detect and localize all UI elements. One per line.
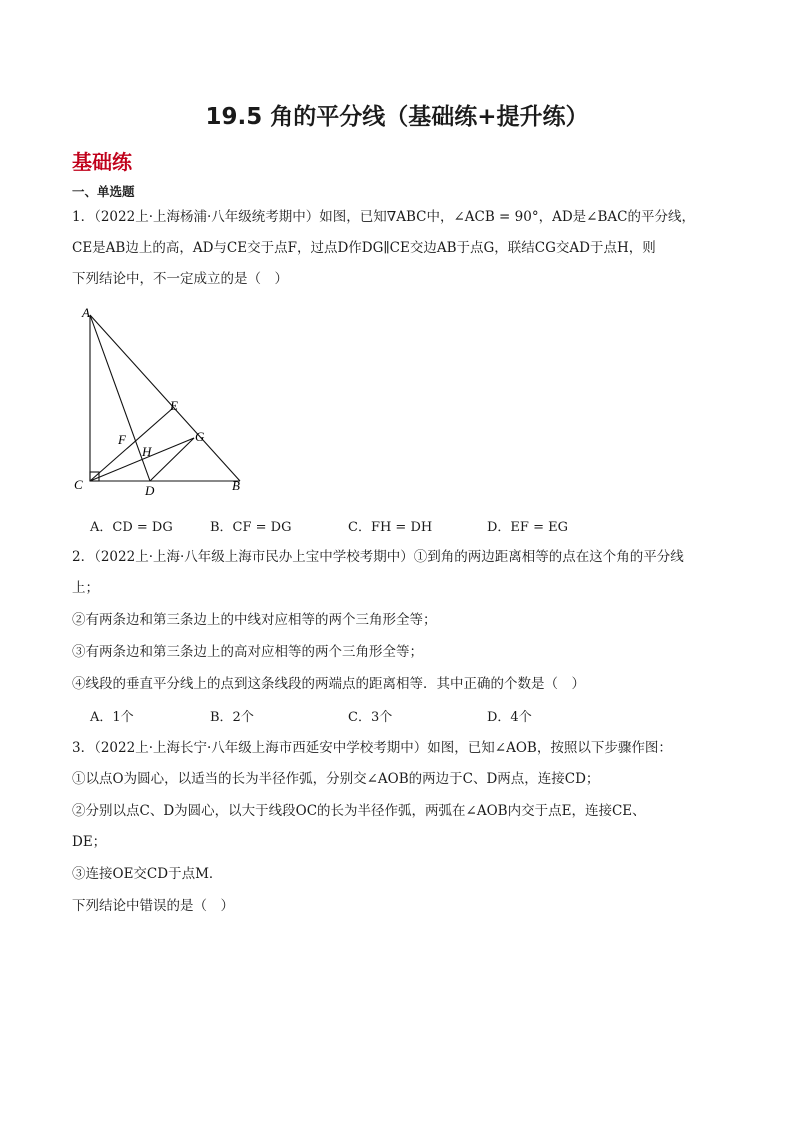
q3-line-1: 3．（2022上·上海长宁·八年级上海市西延安中学校考期中）如图，已知∠AOB，按照以下步骤作图： bbox=[72, 740, 672, 756]
subsection-heading: 一、单选题 bbox=[72, 184, 135, 199]
q3-line-4: DE； bbox=[72, 834, 107, 850]
q2-line-5: ④线段的垂直平分线上的点到这条线段的两端点的距离相等．其中正确的个数是（ ） bbox=[72, 676, 585, 692]
q1-option-d: D．EF = EG bbox=[487, 520, 568, 535]
q1-option-c: C．FH = DH bbox=[348, 520, 433, 535]
q3-line-3: ②分别以点C、D为圆心，以大于线段OC的长为半径作弧，两弧在∠AOB内交于点E，连接CE、 bbox=[72, 803, 646, 819]
q2-option-a: A．1个 bbox=[90, 710, 134, 725]
q2-line-4: ③有两条边和第三条边上的高对应相等的两个三角形全等； bbox=[72, 644, 423, 660]
page-title: 19.5 角的平分线（基础练+提升练） bbox=[205, 104, 589, 130]
figure-label-b: B bbox=[232, 478, 240, 493]
figure-label-a: A bbox=[82, 305, 90, 320]
section-heading: 基础练 bbox=[72, 150, 132, 174]
q2-option-b: B．2个 bbox=[210, 710, 254, 725]
q1-option-a: A．CD = DG bbox=[90, 520, 173, 535]
figure-label-e: E bbox=[170, 398, 178, 413]
figure-label-d: D bbox=[145, 483, 155, 498]
figure-label-h: H bbox=[142, 444, 152, 459]
figure-label-c: C bbox=[74, 477, 83, 492]
q1-line-2: CE是AB边上的高，AD与CE交于点F，过点D作DG∥CE交边AB于点G，联结CG交AD于点H，则 bbox=[72, 240, 656, 256]
q1-triangle-figure bbox=[70, 300, 250, 500]
q2-line-3: ②有两条边和第三条边上的中线对应相等的两个三角形全等； bbox=[72, 612, 437, 628]
q3-line-5: ③连接OE交CD于点M． bbox=[72, 866, 223, 882]
q1-option-b: B．CF = DG bbox=[210, 520, 292, 535]
q2-line-1: 2．（2022上·上海·八年级上海市民办上宝中学校考期中）①到角的两边距离相等的点在这个角的平分线 bbox=[72, 549, 684, 565]
q3-line-2: ①以点O为圆心，以适当的长为半径作弧，分别交∠AOB的两边于C、D两点，连接CD； bbox=[72, 771, 600, 787]
q2-option-d: D．4个 bbox=[487, 710, 532, 725]
q1-line-1: 1．（2022上·上海杨浦·八年级统考期中）如图，已知∇ABC中，∠ACB = 90°，AD是∠BAC的平分线， bbox=[72, 209, 695, 225]
q3-line-6: 下列结论中错误的是（ ） bbox=[72, 898, 234, 914]
q2-line-2: 上； bbox=[72, 580, 99, 596]
q2-option-c: C．3个 bbox=[348, 710, 393, 725]
figure-label-f: F bbox=[118, 432, 126, 447]
figure-label-g: G bbox=[195, 429, 205, 444]
q1-line-3: 下列结论中，不一定成立的是（ ） bbox=[72, 271, 288, 287]
